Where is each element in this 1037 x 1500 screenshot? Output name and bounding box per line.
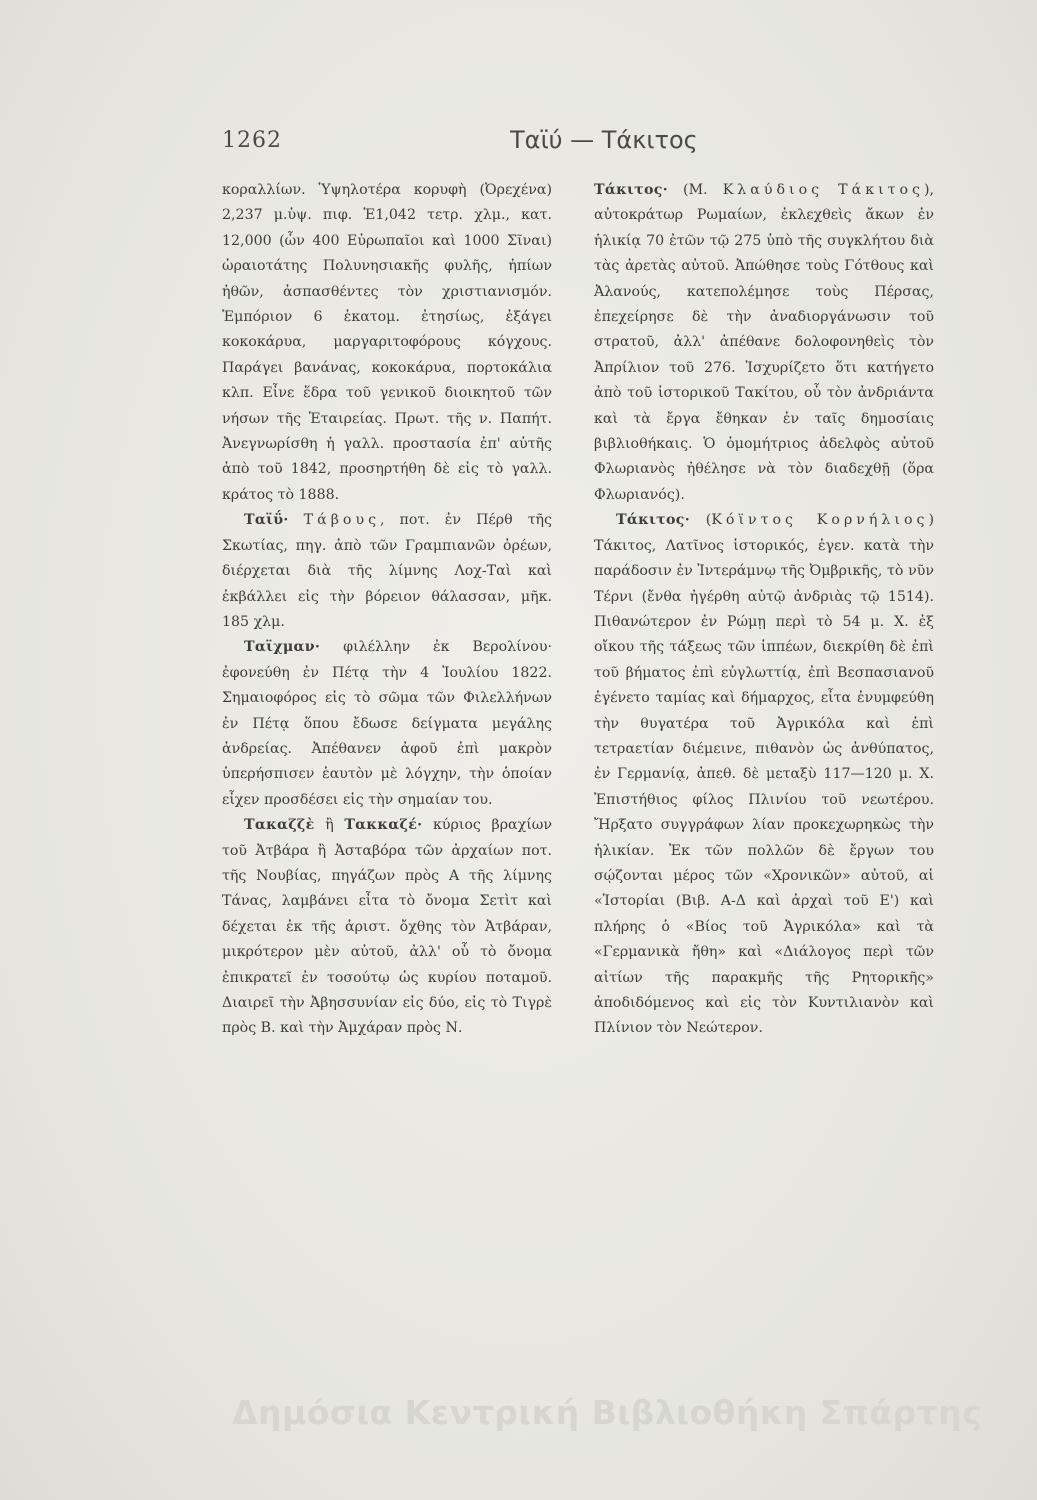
entry-body: κοραλλίων. Ὑψηλοτέρα κορυφὴ (Ὀρεχένα) 2,237 μ.ὑψ. πιφ. Ἑ1,042 τετρ. χλμ., κατ. 12,000 (ὧν 400 Εὐρωπαῖοι καὶ 1000 Σῖναι) ὡραιοτάτης Πολυνησιακῆς φυλῆς, ἠπίων ἠθῶν, ἀσπασθέντες τὸν χριστιανισμόν. Ἐμπόριον 6 ἑκατομ. ἐτησίως, ἐξάγει κοκοκάρυα, μαργαριτοφόρους κόγχους. Παράγει βανάνας, κοκοκάρυα, πορτοκάλια κλπ. Εἶνε ἕδρα τοῦ γενικοῦ διοικητοῦ τῶν νήσων τῆς Ἑταιρείας. Πρωτ. τῆς ν. Παπήτ. Ἀνεγνωρίσθη ἡ γαλλ. προστασία ἐπ' αὐτῆς ἀπὸ τοῦ 1842, προσηρτήθη δὲ εἰς τὸ γαλλ. κράτος τὸ 1888.: [222, 182, 552, 503]
running-head: Ταϊύ — Τάκιτος: [510, 126, 698, 154]
entry-tacitus-emperor: [594, 178, 934, 508]
entry-taichman: [222, 635, 552, 813]
headword: Ταϊΰ·: [244, 512, 289, 529]
page-header: [222, 128, 842, 168]
entry-body: ) Τάκιτος, Λατῖνος ἱστορικός, ἐγεν. κατὰ τὴν παράδοσιν ἐν Ἰντεράμνῳ τῆς Ὀμβρικῆς, τὸ νῦν Τέρνι (ἔνθα ἠγέρθη αὐτῷ ἀνδριὰς τῷ 1514). Πιθανώτερον ἐν Ρώμῃ περὶ τὸ 54 μ. Χ. ἐξ οἴκου τῆς τάξεως τῶν ἱππέων, διεκρίθη δὲ ἐπὶ τοῦ βήματος ἐπὶ εὐγλωττίᾳ, ἐπὶ Βεσπασιανοῦ ἐγένετο ταμίας καὶ δήμαρχος, εἶτα ἐνυμφεύθη τὴν θυγατέρα τοῦ Ἀγρικόλα καὶ ἐπὶ τετραετίαν διέμεινε, πιθανὸν ὡς ἀνθύπατος, ἐν Γερμανίᾳ, ἀπεθ. δὲ μεταξὺ 117—120 μ. Χ. Ἐπιστήθιος φίλος Πλινίου τοῦ νεωτέρου. Ἤρξατο συγγράφων λίαν προκεχωρηκὼς τὴν ἡλικίαν. Ἐκ τῶν πολλῶν δὲ ἔργων του σῴζονται μέρος τῶν «Χρονικῶν» αὐτοῦ, αἱ «Ἱστορίαι (Βιβ. Α-Δ καὶ ἀρχαὶ τοῦ Ε') καὶ πλήρης ὁ «Βίος τοῦ Ἀγρικόλα» καὶ τὰ «Γερμανικὰ ἤθη» καὶ «Διάλογος περὶ τῶν αἰτίων τῆς παρακμῆς τῆς Ρητορικῆς» ἀποδιδόμενος καὶ εἰς τὸν Κυντιλιανὸν καὶ Πλίνιον τὸν Νεώτερον.: [594, 512, 935, 1037]
entry-body: φιλέλλην ἐκ Βερολίνου· ἐφονεύθη ἐν Πέτᾳ τὴν 4 Ἰουλίου 1822. Σημαιοφόρος εἰς τὸ σῶμα τῶν Φιλελλήνων ἐν Πέτᾳ ὅπου ἔδωσε δείγματα μεγάλης ἀνδρείας. Ἀπέθανεν ἀφοῦ ἐπὶ μακρὸν ὑπερήσπισεν ἑαυτὸν μὲ λόγχην, τὴν ὁποίαν εἶχεν προσδέσει εἰς τὴν σημαίαν του.: [222, 639, 552, 808]
right-column: [594, 178, 934, 1042]
headword: Ταϊχμαν·: [244, 639, 321, 656]
headword: Τακαζζὲ: [244, 817, 315, 834]
headword-spaced: Κλαύδιος: [722, 182, 824, 198]
entry-body: ), αὐτοκράτωρ Ρωμαίων, ἐκλεχθεὶς ἄκων ἐν ἡλικίᾳ 70 ἐτῶν τῷ 275 ὑπὸ τῆς συγκλήτου διὰ τὰς ἀρετὰς αὐτοῦ. Ἀπώθησε τοὺς Γότθους καὶ Ἀλανούς, κατεπολέμησε τοὺς Πέρσας, ἐπεχείρησε δὲ τὴν ἀναδιοργάνωσιν τοῦ στρατοῦ, ἀλλ' ἀπέθανε δολοφονηθεὶς τὸν Ἀπρίλιον τοῦ 276. Ἰσχυρίζετο ὅτι κατήγετο ἀπὸ τοῦ ἱστορικοῦ Τακίτου, οὗ τὸν ἀνδριάντα καὶ τὰ ἔργα ἔθηκαν ἐν ταῖς δημοσίαις βιβλιοθήκαις. Ὁ ὁμομήτριος ἀδελφὸς αὐτοῦ Φλωριανὸς ἠθέλησε νὰ τὸν διαδεχθῇ (ὅρα Φλωριανός).: [594, 182, 935, 503]
headword-spaced: Κόϊντος Κορνήλιος: [711, 512, 929, 529]
headword-spaced: Τάβους: [303, 512, 381, 529]
left-column: [222, 178, 552, 1042]
entry-prefix: (: [689, 512, 712, 529]
entry-tacitus-historian: [594, 508, 934, 1042]
headword: Τάκιτος·: [594, 182, 668, 198]
library-watermark: Δημόσια Κεντρική Βιβλιοθήκη Σπάρτης: [232, 1393, 983, 1432]
entry-tay: [222, 508, 552, 635]
entry-prefix: (Μ.: [667, 182, 723, 198]
entry-body: , ποτ. ἐν Πέρθ τῆς Σκωτίας, πηγ. ἀπὸ τῶν Γραμπιανῶν ὀρέων, διέρχεται διὰ τῆς λίμνης Λοχ-Ταὶ καὶ ἐκβάλλει εἰς τὴν βόρειον θάλασσαν, μῆκ. 185 χλμ.: [222, 512, 552, 630]
entry-tahiti-continued: [222, 178, 552, 508]
headword: Τάκιτος·: [616, 512, 690, 529]
entry-body: κύριος βραχίων τοῦ Ἀτβάρα ἢ Ἀσταβόρα τῶν ἀρχαίων ποτ. τῆς Νουβίας, πηγάζων πρὸς Α τῆς λίμνης Τάνας, λαμβάνει εἶτα τὸ ὄνομα Σετὶτ καὶ δέχεται ἐκ τῆς ἀριστ. ὄχθης τὸν Ἀτβάραν, μικρότερον μὲν αὐτοῦ, ἀλλ' οὗ τὸ ὄνομα ἐπικρατεῖ ἐν τοσούτῳ ὡς κυρίου ποταμοῦ. Διαιρεῖ τὴν Ἀβησσυνίαν εἰς δύο, εἰς τὸ Τιγρὲ πρὸς Β. καὶ τὴν Ἀμχάραν πρὸς Ν.: [222, 817, 552, 1037]
headword-alt: Τακκαζέ·: [344, 817, 423, 834]
entry-takazze: [222, 813, 552, 1042]
headword-spaced-2: Τάκιτος: [838, 182, 924, 198]
page-number: 1262: [222, 128, 282, 153]
connector: ἢ: [314, 817, 345, 834]
